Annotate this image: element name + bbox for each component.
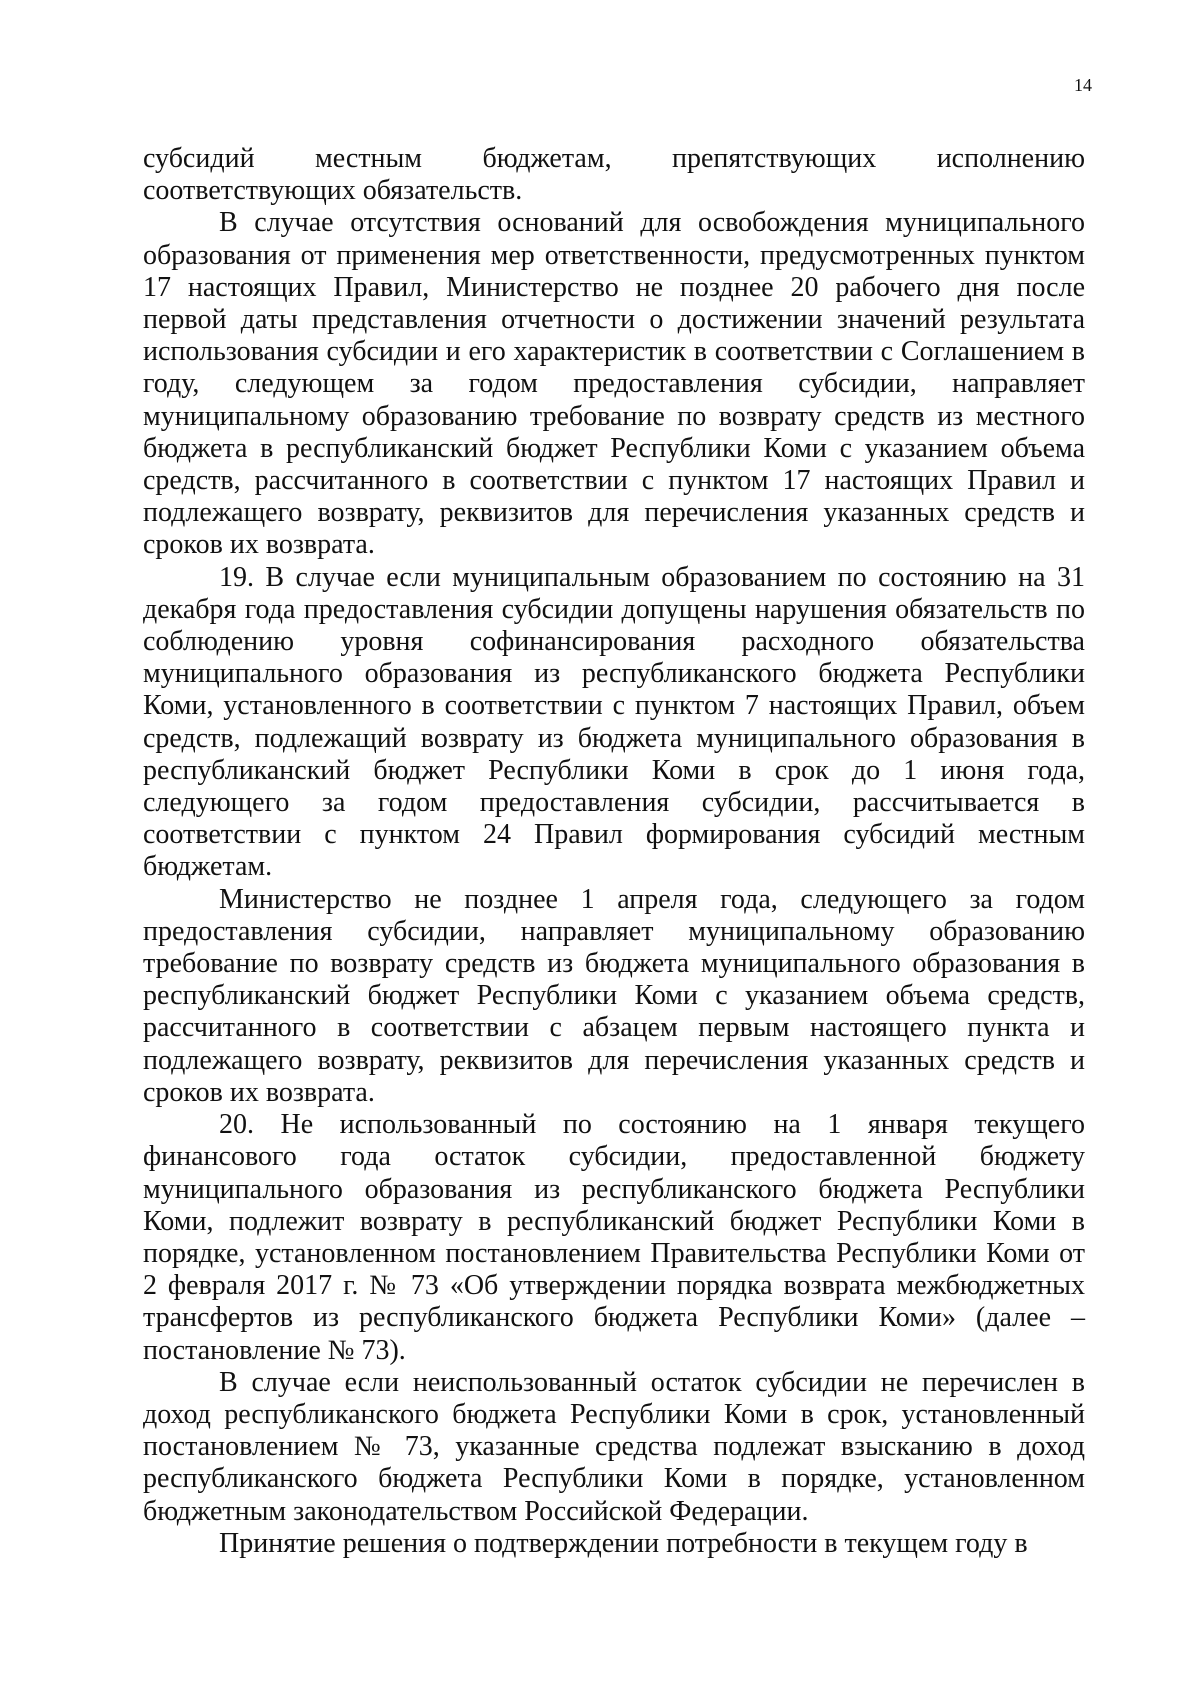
paragraph-item-20: 20. Не использованный по состоянию на 1 января текущего финансового года остаток субсидии, предоставленной бюджету муниципального образования из республиканского бюджета Республики Коми, подлежит возврату в республиканский бюджет Республики Коми в порядке, установленном постановлением Правительства Республики Коми от 2 февраля 2017 г. № 73 «Об утверждении порядка возврата межбюджетных трансфертов из республиканского бюджета Республики Коми» (далее – постановление № 73). — [143, 1109, 1085, 1366]
page-number: 14 — [1074, 75, 1092, 95]
paragraph-decision: Принятие решения о подтверждении потребности в текущем году в — [219, 1527, 1028, 1559]
paragraph-refund-requirement: В случае отсутствия оснований для освобождения муниципального образования от применения мер ответственности, предусмотренных пунктом 17 настоящих Правил, Министерство не позднее 20 рабочего дня после первой даты представления отчетности о достижении значений результата использования субсидии и его характеристик в соответствии с Соглашением в году, следующем за годом предоставления субсидии, направляет муниципальному образованию требование по возврату средств из местного бюджета в республиканский бюджет Республики Коми с указанием объема средств, рассчитанного в соответствии с пунктом 17 настоящих Правил и подлежащего возврату, реквизитов для перечисления указанных средств и сроков их возврата. — [143, 207, 1085, 561]
paragraph-item-19: 19. В случае если муниципальным образованием по состоянию на 31 декабря года предоставления субсидии допущены нарушения обязательств по соблюдению уровня софинансирования расходного обязательства муниципального образования из республиканского бюджета Республики Коми, установленного в соответствии с пунктом 7 настоящих Правил, объем средств, подлежащий возврату из бюджета муниципального образования в республиканский бюджет Республики Коми в срок до 1 июня года, следующего за годом предоставления субсидии, рассчитывается в соответствии с пунктом 24 Правил формирования субсидий местным бюджетам. — [143, 561, 1085, 883]
paragraph-ministry-deadline: Министерство не позднее 1 апреля года, следующего за годом предоставления субсидии, направляет муниципальному образованию требование по возврату средств из бюджета муниципального образования в республиканский бюджет Республики Коми с указанием объема средств, рассчитанного в соответствии с абзацем первым настоящего пункта и подлежащего возврату, реквизитов для перечисления указанных средств и сроков их возврата. — [143, 883, 1085, 1108]
paragraph-continuation: субсидий местным бюджетам, препятствующих исполнению соответствующих обязательств. — [143, 143, 1085, 207]
paragraph-unused-balance: В случае если неиспользованный остаток субсидии не перечислен в доход республиканского бюджета Республики Коми в срок, установленный постановлением № 73, указанные средства подлежат взысканию в доход республиканского бюджета Республики Коми в порядке, установленном бюджетным законодательством Российской Федерации. — [143, 1366, 1085, 1527]
document-body — [143, 143, 1085, 1560]
